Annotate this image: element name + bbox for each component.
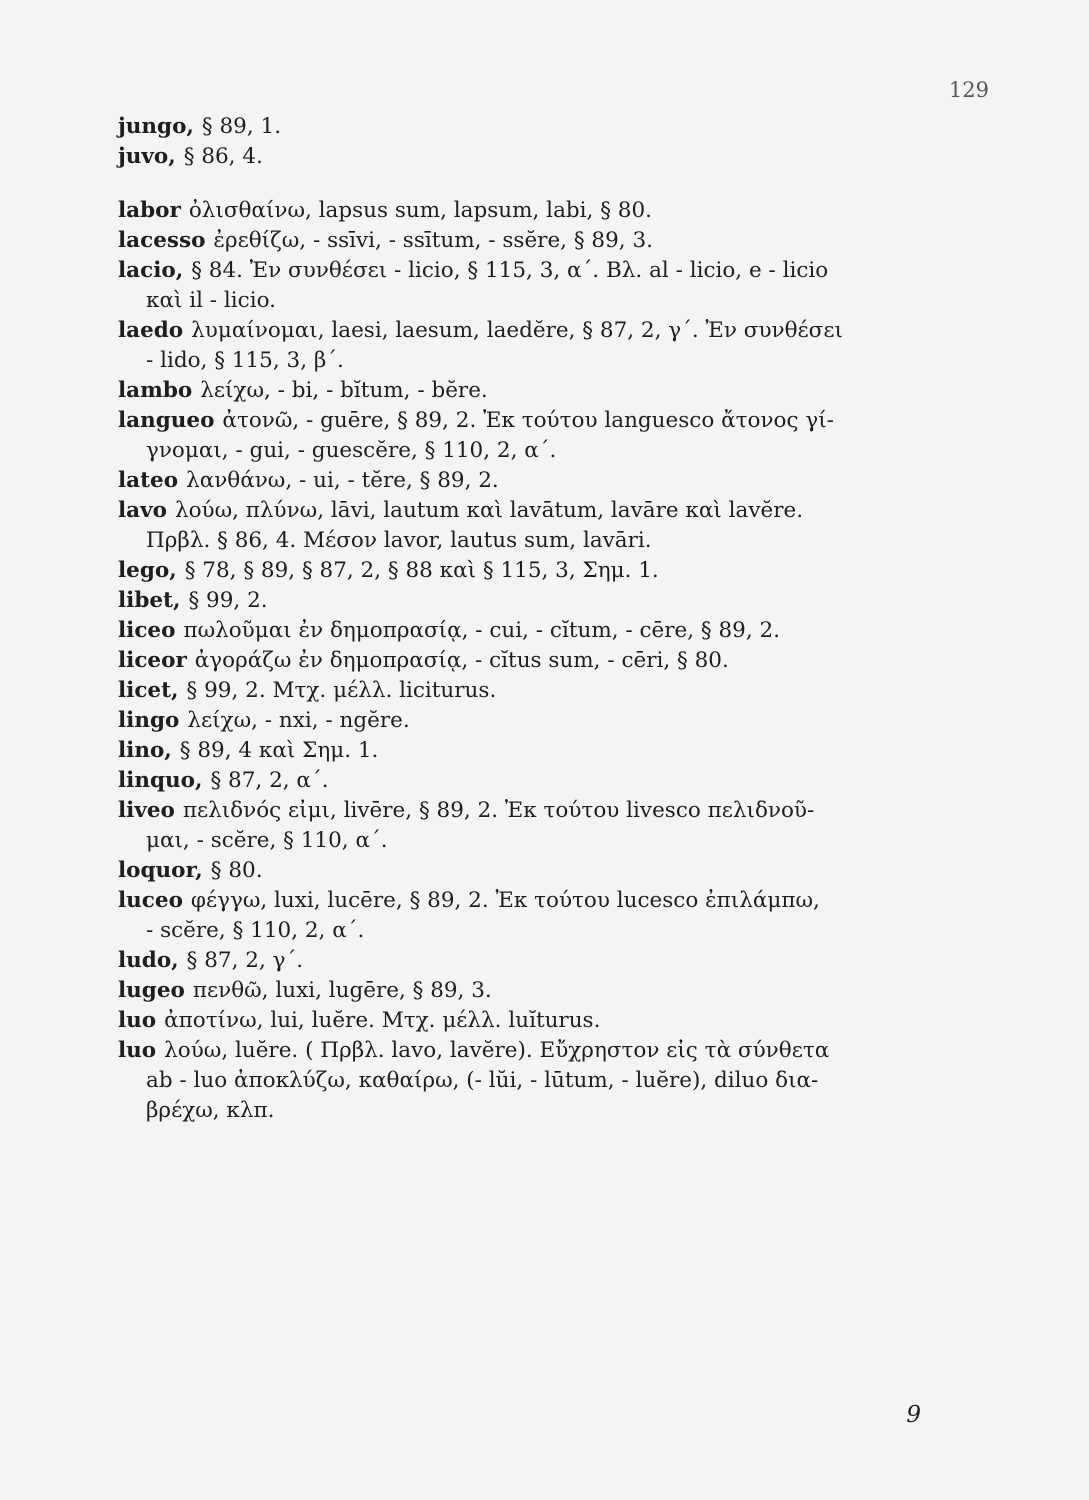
entry-continuation: - scĕre, § 110, 2, α΄. <box>146 918 365 943</box>
entry-text: λείχω, - bi, - bĭtum, - bĕre. <box>200 378 488 403</box>
entry-headword: labor <box>118 198 181 223</box>
entry-headword: libet, <box>118 588 181 613</box>
entry-headword: luceo <box>118 888 183 913</box>
dictionary-entry <box>118 706 958 736</box>
entry-text: λανθάνω, - ui, - tĕre, § 89, 2. <box>186 468 499 493</box>
dictionary-entry <box>118 886 958 946</box>
dictionary-entry <box>118 226 958 256</box>
entry-text: § 84. Ἐν συνθέσει - licio, § 115, 3, α΄. Βλ. al - licio, e - licio <box>191 258 829 283</box>
dictionary-entry <box>118 1006 958 1036</box>
entry-text: § 86, 4. <box>183 144 263 169</box>
entry-text: λούω, luĕre. ( Πρβλ. lavo, lavĕre). Εὔχρηστον εἰς τὰ σύνθετα <box>164 1038 830 1063</box>
entry-continuation: - lido, § 115, 3, β΄. <box>146 348 344 373</box>
entry-continuation: γνομαι, - gui, - guescĕre, § 110, 2, α΄. <box>146 438 557 463</box>
entry-text: § 80. <box>210 858 263 883</box>
entry-headword: linquo, <box>118 768 203 793</box>
entry-line <box>118 1036 958 1066</box>
dictionary-entry <box>118 196 958 226</box>
dictionary-entry <box>118 646 958 676</box>
entry-line <box>118 646 958 676</box>
entry-text: ἀγοράζω ἐν δημοπρασίᾳ, - cĭtus sum, - cēri, § 80. <box>194 648 729 673</box>
entry-text: § 89, 1. <box>201 114 282 139</box>
dictionary-entry <box>118 796 958 856</box>
entry-headword: liceor <box>118 648 187 673</box>
entry-text: λούω, πλύνω, lāvi, lautum καὶ lavātum, lavāre καὶ lavĕre. <box>174 498 804 523</box>
entry-line <box>118 736 958 766</box>
dictionary-entry <box>118 142 958 172</box>
entry-text: ἐρεθίζω, - ssīvi, - ssītum, - ssĕre, § 89, 3. <box>213 228 653 253</box>
entry-headword: lavo <box>118 498 167 523</box>
dictionary-entries <box>118 112 958 1126</box>
entry-headword: liceo <box>118 618 176 643</box>
entry-line <box>118 616 958 646</box>
dictionary-entry <box>118 976 958 1006</box>
dictionary-entry <box>118 496 958 556</box>
entry-text: ἀποτίνω, lui, luĕre. Μτχ. μέλλ. luĭturus. <box>164 1008 601 1033</box>
entry-line <box>118 556 958 586</box>
entry-line <box>118 586 958 616</box>
entry-text: ὀλισθαίνω, lapsus sum, lapsum, labi, § 80. <box>188 198 652 223</box>
entry-line <box>118 946 958 976</box>
entry-headword: laedo <box>118 318 184 343</box>
entry-line <box>118 376 958 406</box>
entry-text: § 87, 2, α΄. <box>210 768 329 793</box>
entry-continuation: καὶ il - licio. <box>146 288 276 313</box>
signature-mark: 9 <box>906 1402 921 1428</box>
entry-headword: lugeo <box>118 978 185 1003</box>
dictionary-entry <box>118 586 958 616</box>
dictionary-entry <box>118 376 958 406</box>
dictionary-entry <box>118 112 958 142</box>
entry-line <box>118 796 958 826</box>
entry-continuation: Πρβλ. § 86, 4. Μέσον lavor, lautus sum, lavāri. <box>146 528 652 553</box>
entry-continuation: μαι, - scĕre, § 110, α΄. <box>146 828 388 853</box>
entry-text: λείχω, - nxi, - ngĕre. <box>187 708 410 733</box>
entry-headword: ludo, <box>118 948 179 973</box>
dictionary-entry <box>118 1036 958 1126</box>
entry-headword: licet, <box>118 678 179 703</box>
entry-text: λυμαίνομαι, laesi, laesum, laedĕre, § 87, 2, γ΄. Ἐν συνθέσει <box>191 318 843 343</box>
entry-text: § 99, 2. Μτχ. μέλλ. liciturus. <box>186 678 497 703</box>
entry-headword: luo <box>118 1038 157 1063</box>
entry-line <box>118 112 958 142</box>
entry-headword: lino, <box>118 738 172 763</box>
dictionary-entry <box>118 856 958 886</box>
entry-text: § 87, 2, γ΄. <box>186 948 304 973</box>
dictionary-entry <box>118 676 958 706</box>
entry-headword: juvo, <box>118 144 176 169</box>
entry-headword: luo <box>118 1008 157 1033</box>
entry-continuation: ab - luo ἀποκλύζω, καθαίρω, (- lŭi, - lūtum, - luĕre), diluo δια- <box>146 1068 819 1093</box>
entry-line <box>118 706 958 736</box>
entry-line <box>118 466 958 496</box>
entry-headword: lingo <box>118 708 180 733</box>
entry-headword: langueo <box>118 408 215 433</box>
entry-line <box>118 886 958 916</box>
entry-line <box>118 856 958 886</box>
entry-line <box>118 976 958 1006</box>
entry-headword: lacesso <box>118 228 206 253</box>
entry-headword: lambo <box>118 378 193 403</box>
page-number: 129 <box>948 78 989 102</box>
dictionary-entry <box>118 256 958 316</box>
entry-continuation: βρέχω, κλπ. <box>146 1098 275 1123</box>
entry-text: § 78, § 89, § 87, 2, § 88 καὶ § 115, 3, Σημ. 1. <box>184 558 659 583</box>
entry-headword: jungo, <box>118 114 194 139</box>
entry-text: φέγγω, luxi, lucēre, § 89, 2. Ἐκ τούτου lucesco ἐπιλάμπω, <box>190 888 820 913</box>
entry-line <box>118 406 958 436</box>
dictionary-entry <box>118 946 958 976</box>
entry-text: ἀτονῶ, - guēre, § 89, 2. Ἐκ τούτου languesco ἄτονος γί- <box>222 408 834 433</box>
entry-line <box>118 256 958 286</box>
dictionary-entry <box>118 316 958 376</box>
entry-line <box>118 496 958 526</box>
entry-text: § 89, 4 καὶ Σημ. 1. <box>179 738 379 763</box>
entry-text: πενθῶ, luxi, lugēre, § 89, 3. <box>192 978 492 1003</box>
dictionary-entry <box>118 556 958 586</box>
dictionary-entry <box>118 766 958 796</box>
dictionary-entry <box>118 466 958 496</box>
dictionary-entry <box>118 406 958 466</box>
entry-line <box>118 766 958 796</box>
entry-line <box>118 142 958 172</box>
entry-line <box>118 226 958 256</box>
entry-headword: lego, <box>118 558 177 583</box>
entry-text: § 99, 2. <box>188 588 268 613</box>
entry-line <box>118 676 958 706</box>
entry-text: πωλοῦμαι ἐν δημοπρασίᾳ, - cui, - cĭtum, - cēre, § 89, 2. <box>183 618 781 643</box>
entry-line <box>118 316 958 346</box>
entry-line <box>118 196 958 226</box>
entry-headword: loquor, <box>118 858 203 883</box>
entry-text: πελιδνός εἰμι, livēre, § 89, 2. Ἐκ τούτου livesco πελιδνοῦ- <box>182 798 815 823</box>
dictionary-entry <box>118 736 958 766</box>
entry-line <box>118 1006 958 1036</box>
entry-headword: liveo <box>118 798 175 823</box>
entry-headword: lateo <box>118 468 179 493</box>
entry-headword: lacio, <box>118 258 184 283</box>
dictionary-entry <box>118 616 958 646</box>
